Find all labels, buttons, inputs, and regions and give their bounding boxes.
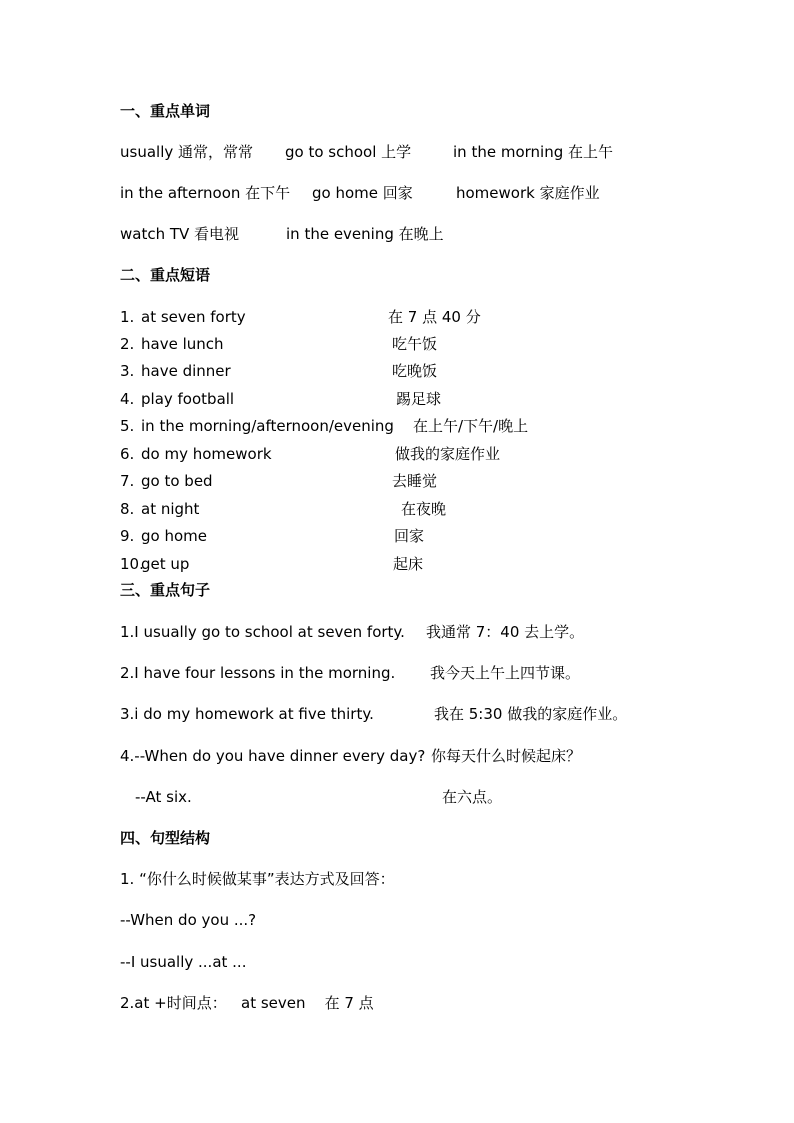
- phrase-en: go to bed: [141, 472, 213, 490]
- sentence-cn: 在六点。: [442, 788, 503, 806]
- structure-line: 1. “你什么时候做某事”表达方式及回答：: [120, 870, 395, 888]
- phrase-num: 4.: [120, 390, 135, 408]
- vocab-in-the-evening: in the evening 在晚上: [286, 225, 444, 243]
- phrase-cn: 回家: [394, 527, 425, 545]
- phrase-cn: 在上午/下午/晚上: [413, 417, 529, 435]
- phrase-en: in the morning/afternoon/evening: [141, 417, 394, 435]
- phrase-en: have dinner: [141, 362, 231, 380]
- phrase-num: 6.: [120, 445, 135, 463]
- section2-heading: 二、重点短语: [120, 266, 211, 284]
- sentence-cn: 我通常 7：40 去上学。: [426, 623, 585, 641]
- vocab-usually: usually 通常，常常: [120, 143, 254, 161]
- phrase-cn: 在夜晚: [401, 500, 447, 518]
- sentence-en: --At six.: [135, 788, 192, 806]
- phrase-cn: 踢足球: [396, 390, 442, 408]
- phrase-num: 3.: [120, 362, 135, 380]
- phrase-en: get up: [141, 555, 190, 573]
- sentence-en: 3.i do my homework at five thirty.: [120, 705, 374, 723]
- sentence-en: 4.--When do you have dinner every day?: [120, 747, 426, 765]
- phrase-num: 8.: [120, 500, 135, 518]
- vocab-homework: homework 家庭作业: [456, 184, 600, 202]
- phrase-cn: 在 7 点 40 分: [388, 308, 481, 326]
- phrase-num: 5.: [120, 417, 135, 435]
- phrase-en: play football: [141, 390, 235, 408]
- section3-heading: 三、重点句子: [120, 581, 211, 599]
- phrase-cn: 吃午饭: [392, 335, 438, 353]
- phrase-num: 2.: [120, 335, 135, 353]
- vocab-go-to-school: go to school 上学: [285, 143, 412, 161]
- phrase-num: 7.: [120, 472, 135, 490]
- vocab-in-the-morning: in the morning 在上午: [453, 143, 613, 161]
- sentence-cn: 我今天上午上四节课。: [430, 664, 581, 682]
- phrase-cn: 起床: [393, 555, 424, 573]
- phrase-num: 1.: [120, 308, 135, 326]
- phrase-num: 9.: [120, 527, 135, 545]
- phrase-en: do my homework: [141, 445, 272, 463]
- phrase-cn: 去睡觉: [392, 472, 438, 490]
- structure-line: 2.at +时间点： at seven 在 7 点: [120, 994, 374, 1012]
- phrase-en: go home: [141, 527, 207, 545]
- section4-heading: 四、句型结构: [120, 829, 211, 847]
- vocab-watch-tv: watch TV 看电视: [120, 225, 240, 243]
- vocab-in-the-afternoon: in the afternoon 在下午: [120, 184, 291, 202]
- structure-line: --I usually ...at ...: [120, 953, 247, 971]
- sentence-cn: 你每天什么时候起床？: [431, 747, 582, 765]
- sentence-en: 1.I usually go to school at seven forty.: [120, 623, 405, 641]
- phrase-en: at night: [141, 500, 200, 518]
- structure-line: --When do you ...?: [120, 911, 257, 929]
- phrase-cn: 做我的家庭作业: [395, 445, 501, 463]
- sentence-en: 2.I have four lessons in the morning.: [120, 664, 396, 682]
- sentence-cn: 我在 5:30 做我的家庭作业。: [434, 705, 628, 723]
- section1-heading: 一、重点单词: [120, 102, 211, 120]
- phrase-num: 10.: [120, 555, 144, 573]
- vocab-go-home: go home 回家: [312, 184, 413, 202]
- phrase-en: have lunch: [141, 335, 224, 353]
- phrase-cn: 吃晚饭: [392, 362, 438, 380]
- phrase-en: at seven forty: [141, 308, 246, 326]
